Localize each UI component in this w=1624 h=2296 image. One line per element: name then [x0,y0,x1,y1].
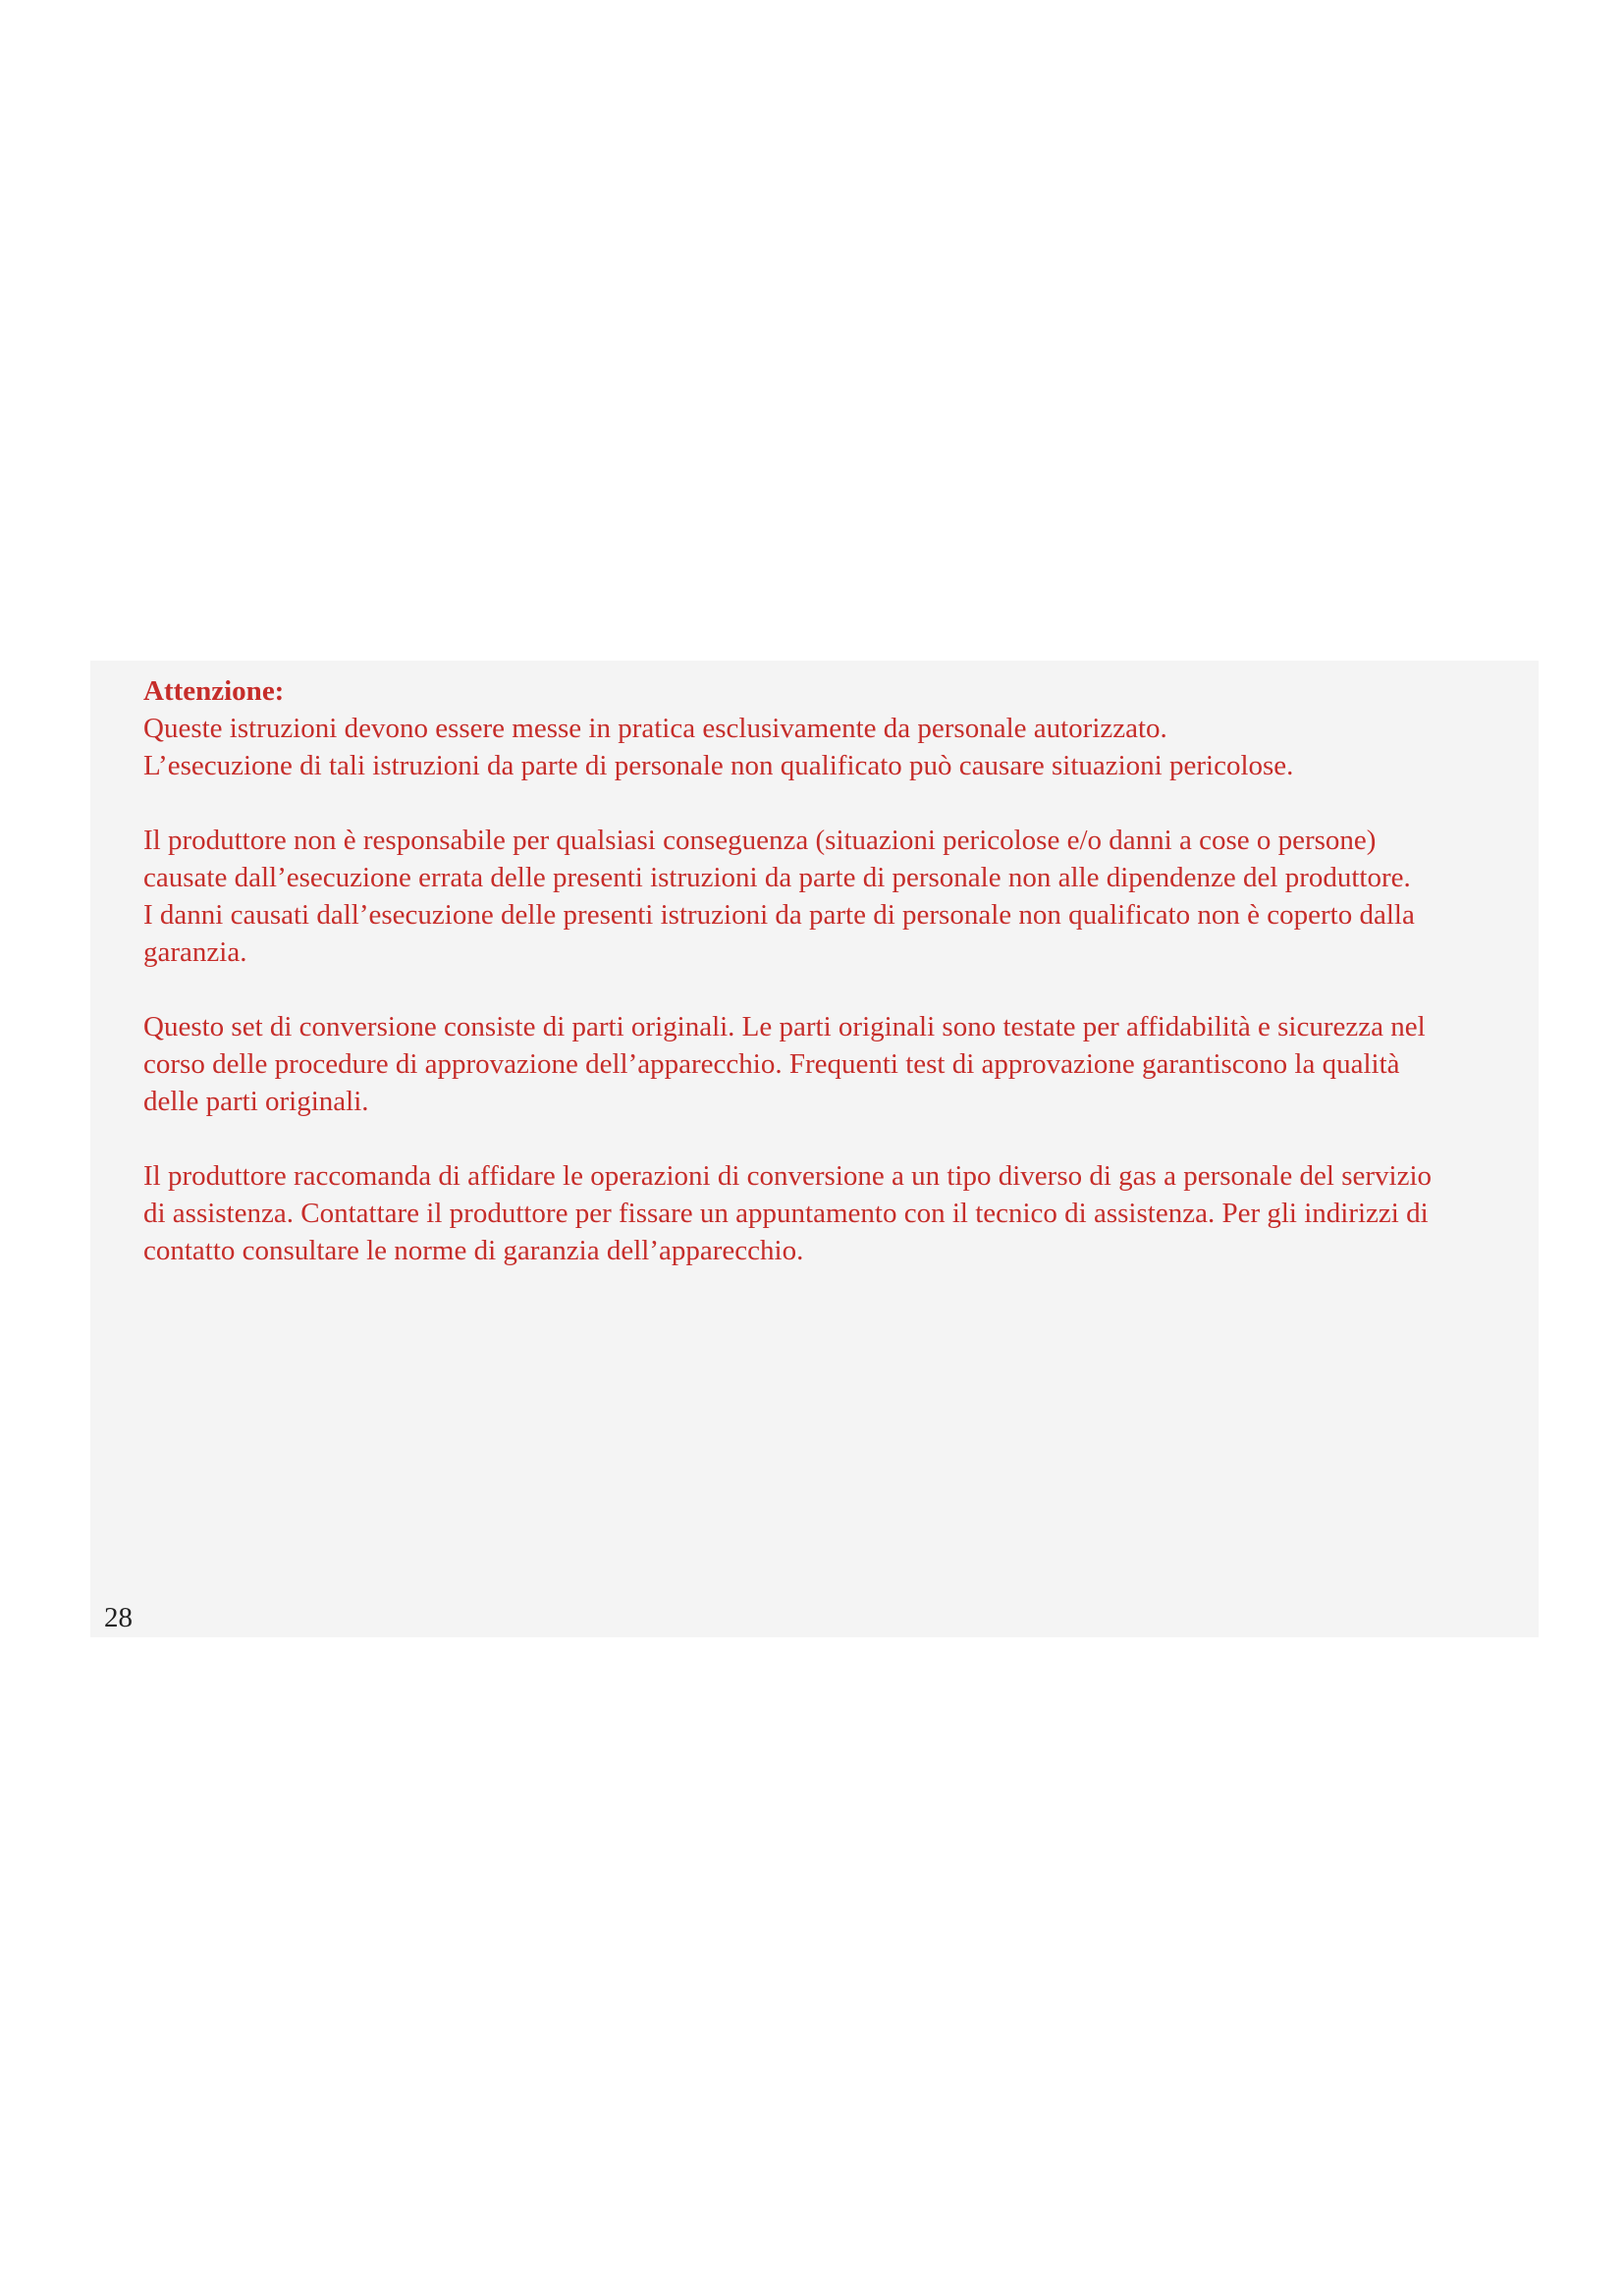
notice-title: Attenzione: [143,675,285,707]
page-number: 28 [104,1602,133,1633]
paragraph-original-parts [143,1008,1518,1120]
paragraph-line: garanzia. [143,936,247,968]
paragraph-line: contatto consultare le norme di garanzia dell’apparecchio. [143,1235,804,1266]
notice-panel [90,661,1539,1637]
paragraph-line: di assistenza. Contattare il produttore per fissare un appuntamento con il tecnico di assistenza. Per gli indirizzi di [143,1198,1429,1229]
paragraph-line: Questo set di conversione consiste di parti originali. Le parti originali sono testate per affidabilità e sicurezza nel [143,1011,1426,1042]
paragraph-line: Il produttore raccomanda di affidare le operazioni di conversione a un tipo diverso di gas a personale del servizio [143,1160,1433,1192]
paragraph-liability [143,822,1518,971]
paragraph-line: Il produttore non è responsabile per qualsiasi conseguenza (situazioni pericolose e/o danni a cose o persone) [143,825,1377,856]
paragraph-authorized-personnel [143,710,1518,784]
paragraph-line: I danni causati dall’esecuzione delle presenti istruzioni da parte di personale non qualificato non è coperto dalla [143,899,1415,931]
paragraph-line: corso delle procedure di approvazione dell’apparecchio. Frequenti test di approvazione garantiscono la qualità [143,1048,1400,1080]
paragraph-line: delle parti originali. [143,1086,369,1117]
notice-content [143,672,1518,1307]
paragraph-line: Queste istruzioni devono essere messe in pratica esclusivamente da personale autorizzato. [143,713,1167,744]
paragraph-line: L’esecuzione di tali istruzioni da parte di personale non qualificato può causare situazioni pericolose. [143,750,1294,781]
paragraph-service-recommendation [143,1157,1518,1269]
paragraph-line: causate dall’esecuzione errata delle presenti istruzioni da parte di personale non alle dipendenze del produttore. [143,862,1411,893]
